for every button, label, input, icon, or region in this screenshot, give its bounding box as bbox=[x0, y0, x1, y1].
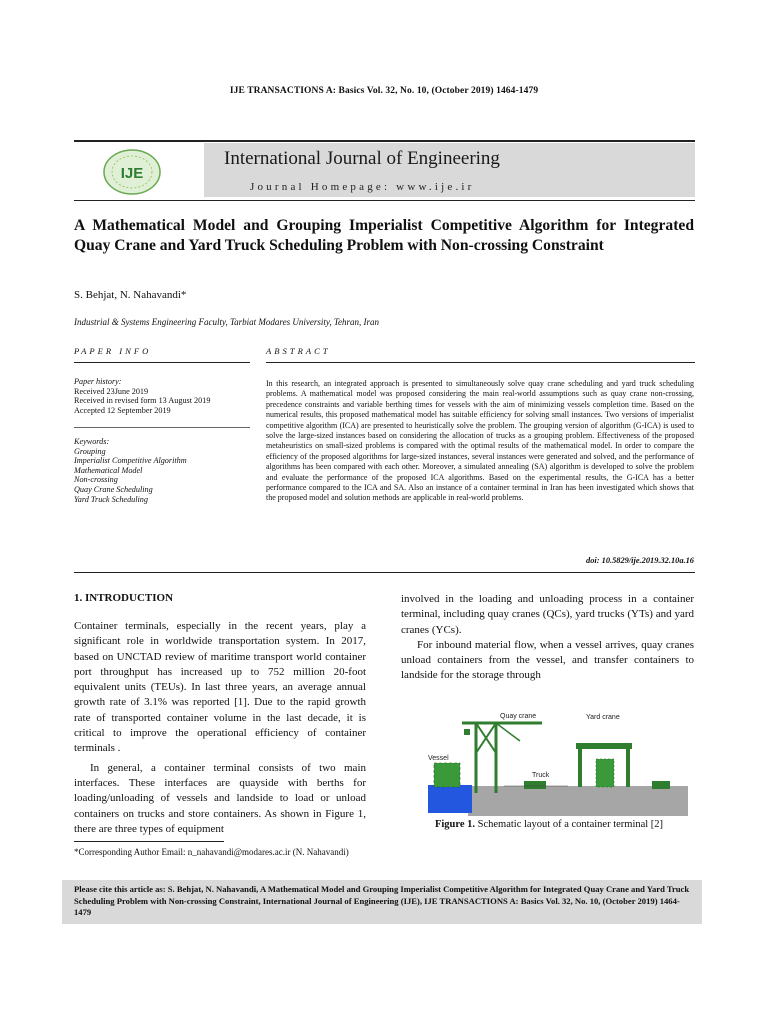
footnote-rule bbox=[74, 841, 224, 842]
journal-logo bbox=[100, 148, 164, 196]
vessel-label: Vessel bbox=[428, 755, 449, 762]
figure-caption-label: Figure 1. bbox=[434, 819, 475, 830]
history-received: Received 23June 2019 bbox=[74, 386, 149, 396]
right-paragraph-1: involved in the loading and unloading process in a container terminal, including quay cranes (QCs), yard trucks (YTs) and yard cranes (YCs). bbox=[401, 593, 694, 636]
svg-text:IJE: IJE bbox=[120, 165, 144, 182]
citation-text: Please cite this article as: S. Behjat, N. Nahavandi, A Mathematical Model and Grouping Imperialist Competitive Algorithm for Integrated Quay Crane and Yard Truck Scheduling Problem with Non-crossing Constraint, International Journal of Engineering (IJE), IJE TRANSACTIONS A: Basics Vol. 32, No. 10, (October 2019) 1464-1479 bbox=[74, 884, 690, 918]
vessel-hull bbox=[428, 785, 472, 813]
intro-paragraph-1: Container terminals, especially in the recent years, play a significant role in worldwide transportation system. In 2017, based on UNCTAD review of maritime transport world container port throughput has increased up to 752 million 20-foot equivalent units (TEUs). In last three years, an average annual growth rate of 3.1% was reported [1]. Due to the rapid growth rate of transported container volume in the last decade, it is critical to improve the operational efficiency of container terminals . bbox=[74, 620, 366, 755]
figure-caption-text: Schematic layout of a container terminal [2] bbox=[475, 819, 664, 830]
article-affiliation: Industrial & Systems Engineering Faculty, Tarbiat Modares University, Tehran, Iran bbox=[74, 317, 379, 327]
keywords-block bbox=[74, 437, 254, 504]
paper-info-label: PAPER INFO bbox=[74, 346, 152, 356]
keyword-item: Non-crossing bbox=[74, 475, 118, 485]
container-terminal-diagram bbox=[420, 703, 688, 819]
yard-container-stack bbox=[596, 759, 614, 787]
header-top-rule bbox=[74, 140, 695, 142]
history-revised: Received in revised form 13 August 2019 bbox=[74, 396, 211, 406]
doi-link[interactable]: doi: 10.5829/ije.2019.32.10a.16 bbox=[586, 556, 694, 565]
paper-info-rule bbox=[74, 362, 250, 363]
figure-caption bbox=[404, 819, 694, 830]
history-rule bbox=[74, 427, 250, 428]
keyword-item: Imperialist Competitive Algorithm bbox=[74, 456, 187, 466]
truck bbox=[524, 781, 546, 789]
yard-crane-label: Yard crane bbox=[586, 714, 620, 721]
header-bottom-rule bbox=[74, 200, 695, 201]
quay-crane-label: Quay crane bbox=[500, 713, 537, 720]
keyword-item: Quay Crane Scheduling bbox=[74, 484, 153, 494]
journal-name: International Journal of Engineering bbox=[224, 148, 500, 169]
quay-ground bbox=[468, 786, 688, 816]
abstract-label: ABSTRACT bbox=[266, 346, 331, 356]
keywords-label: Keywords: bbox=[74, 437, 110, 446]
abstract-text: In this research, an integrated approach is presented to simultaneously solve quay crane scheduling and yard truck scheduling problems. A mathematical model was proposed considering the main real-world assumptions such as quay crane non-crossing, precedence constraints and variable berthing times for vessels with the aim of minimizing vessels completion time. Based on the numerical results, this proposed mathematical model has suitable efficiency for solving small instances. Two versions of imperialist competitive algorithm (ICA) are presented to heuristically solve the problem. The grouping version of algorithm (G-ICA) is used to solve the large-sized instances based on considering the allocation of trucks as a grouping problem. Effectiveness of the proposed metaheuristics on small-sized problems is compared with the optimal results of the mathematical model. In order to compare the efficiency of the proposed algorithms for large-sized instances, several instances were generated and solved, and the performance of algorithms has been compared with each other. Moreover, a simulated annealing (SA) algorithm is developed to solve the problem and evaluate the performance of the proposed ICA algorithms. Based on the experimental results, the G-ICA has a better performance compared to the ICA and SA. Also an instance of a container terminal in Iran has been investigated which shows that the proposed model and solution methods are applicable in real-world problems. bbox=[266, 379, 694, 503]
yard-crane-beam bbox=[576, 743, 632, 749]
journal-homepage: Journal Homepage: www.ije.ir bbox=[250, 181, 475, 193]
paper-history bbox=[74, 377, 254, 415]
article-authors: S. Behjat, N. Nahavandi* bbox=[74, 289, 187, 301]
yard-truck bbox=[652, 781, 670, 789]
running-head: IJE TRANSACTIONS A: Basics Vol. 32, No. 10, (October 2019) 1464-1479 bbox=[229, 86, 539, 96]
abstract-bottom-rule bbox=[74, 572, 695, 573]
ije-logo-icon bbox=[100, 148, 164, 196]
section-heading: 1. INTRODUCTION bbox=[74, 592, 174, 604]
truck-label: Truck bbox=[532, 772, 550, 779]
article-title: A Mathematical Model and Grouping Imperialist Competitive Algorithm for Integrated Quay Crane and Yard Truck Scheduling Problem with Non-crossing Constraint bbox=[74, 217, 694, 254]
corresponding-author-footnote: *Corresponding Author Email: n_nahavandi@modares.ac.ir (N. Nahavandi) bbox=[74, 847, 349, 857]
figure-container-terminal bbox=[420, 703, 688, 819]
history-accepted: Accepted 12 September 2019 bbox=[74, 405, 171, 415]
keyword-item: Yard Truck Scheduling bbox=[74, 494, 148, 504]
paper-history-label: Paper history: bbox=[74, 377, 122, 386]
keyword-item: Grouping bbox=[74, 446, 106, 456]
keyword-item: Mathematical Model bbox=[74, 465, 143, 475]
right-paragraph-2: For inbound material flow, when a vessel arrives, quay cranes unload containers from the vessel, and transfer containers to landside for the storage through bbox=[401, 638, 694, 682]
right-column bbox=[401, 592, 694, 684]
left-column bbox=[74, 619, 366, 837]
abstract-rule bbox=[266, 362, 695, 363]
vessel-containers bbox=[434, 763, 460, 787]
intro-paragraph-2: In general, a container terminal consists of two main interfaces. These interfaces are quayside with berths for loading/unloading of vessels and landside to load or unload containers on trucks and store containers. As shown in Figure 1, there are three types of equipment bbox=[74, 761, 366, 835]
